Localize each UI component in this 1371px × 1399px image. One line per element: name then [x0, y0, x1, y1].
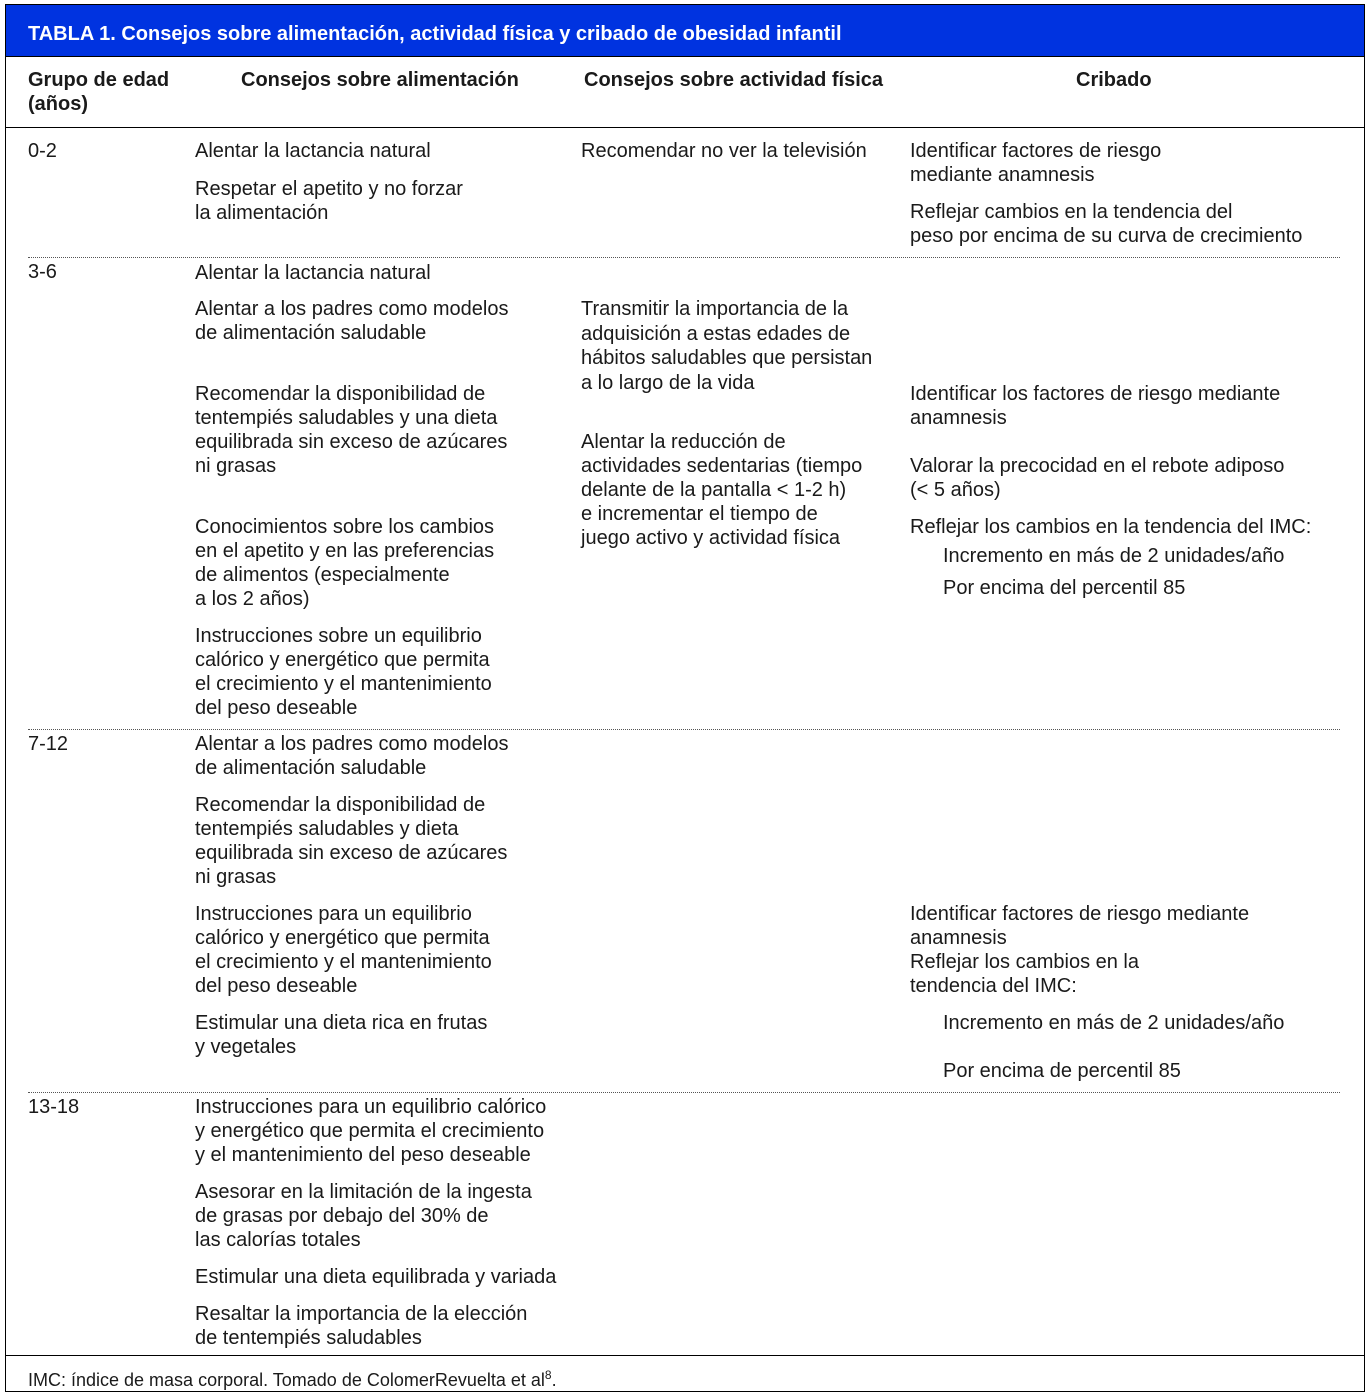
screening-item: Identificar los factores de riesgo mediante anamnesis — [910, 383, 1281, 429]
table-title: TABLA 1. Consejos sobre alimentación, actividad física y cribado de obesidad infantil — [28, 23, 842, 45]
food-item: Alentar a los padres como modelos de alimentación saludable — [195, 298, 509, 344]
screening-item: Reflejar los cambios en la tendencia del IMC: — [910, 516, 1312, 538]
row-divider — [28, 729, 1340, 730]
food-item: Alentar la lactancia natural — [195, 262, 431, 284]
screening-subitem: Por encima del percentil 85 — [943, 577, 1186, 599]
food-item: Estimular una dieta rica en frutas y vegetales — [195, 1012, 488, 1058]
footnote-end: . — [551, 1370, 557, 1390]
footnote-reference: 8 — [544, 1368, 552, 1382]
screening-item: Identificar factores de riesgo mediante anamnesis — [910, 140, 1162, 186]
food-item: Recomendar la disponibilidad de tentempiés saludables y dieta equilibrada sin exceso de azúcares ni grasas — [195, 794, 508, 888]
row-divider — [28, 1092, 1340, 1093]
food-item: Resaltar la importancia de la elección de tentempiés saludables — [195, 1303, 528, 1349]
header-food: Consejos sobre alimentación — [241, 69, 519, 91]
age-cell: 3-6 — [28, 261, 57, 283]
row-divider — [28, 257, 1340, 258]
screening-subitem: Incremento en más de 2 unidades/año — [943, 1012, 1285, 1034]
age-cell: 0-2 — [28, 140, 57, 162]
activity-item: Transmitir la importancia de la adquisición a estas edades de hábitos saludables que persistan a lo largo de la vida — [581, 298, 873, 394]
screening-subitem: Por encima de percentil 85 — [943, 1060, 1181, 1082]
food-item: Recomendar la disponibilidad de tentempiés saludables y una dieta equilibrada sin exceso de azúcares ni grasas — [195, 383, 508, 477]
food-item: Respetar el apetito y no forzar la alimentación — [195, 178, 463, 224]
header-screening: Cribado — [1076, 69, 1152, 91]
screening-item: Reflejar cambios en la tendencia del peso por encima de su curva de crecimiento — [910, 201, 1303, 247]
header-divider — [5, 127, 1365, 128]
food-item: Instrucciones para un equilibrio calórico y energético que permita el crecimiento y el mantenimiento del peso deseable — [195, 903, 492, 997]
age-cell: 7-12 — [28, 733, 69, 755]
food-item: Asesorar en la limitación de la ingesta de grasas por debajo del 30% de las calorías totales — [195, 1181, 532, 1251]
activity-item: Alentar la reducción de actividades sedentarias (tiempo delante de la pantalla < 1-2 h) e incrementar el tiempo de juego activo y actividad física — [581, 431, 863, 549]
table-footnote — [28, 1363, 557, 1392]
screening-item: Identificar factores de riesgo mediante anamnesis Reflejar los cambios en la tendencia del IMC: — [910, 903, 1250, 997]
age-cell: 13-18 — [28, 1096, 80, 1118]
footnote-text: IMC: índice de masa corporal. Tomado de ColomerRevuelta et al — [28, 1370, 545, 1390]
footer-divider — [5, 1355, 1365, 1356]
food-item: Estimular una dieta equilibrada y variada — [195, 1266, 557, 1288]
screening-subitem: Incremento en más de 2 unidades/año — [943, 545, 1285, 567]
header-age: Grupo de edad (años) — [28, 69, 170, 115]
activity-item: Recomendar no ver la televisión — [581, 140, 867, 162]
screening-item: Valorar la precocidad en el rebote adiposo (< 5 años) — [910, 455, 1285, 501]
header-activity: Consejos sobre actividad física — [584, 69, 883, 91]
food-item: Instrucciones para un equilibrio calórico y energético que permita el crecimiento y el mantenimiento del peso deseable — [195, 1096, 547, 1166]
food-item: Alentar a los padres como modelos de alimentación saludable — [195, 733, 509, 779]
food-item: Alentar la lactancia natural — [195, 140, 431, 162]
food-item: Conocimientos sobre los cambios en el apetito y en las preferencias de alimentos (especialmente a los 2 años) — [195, 516, 495, 610]
food-item: Instrucciones sobre un equilibrio calórico y energético que permita el crecimiento y el mantenimiento del peso deseable — [195, 625, 492, 719]
